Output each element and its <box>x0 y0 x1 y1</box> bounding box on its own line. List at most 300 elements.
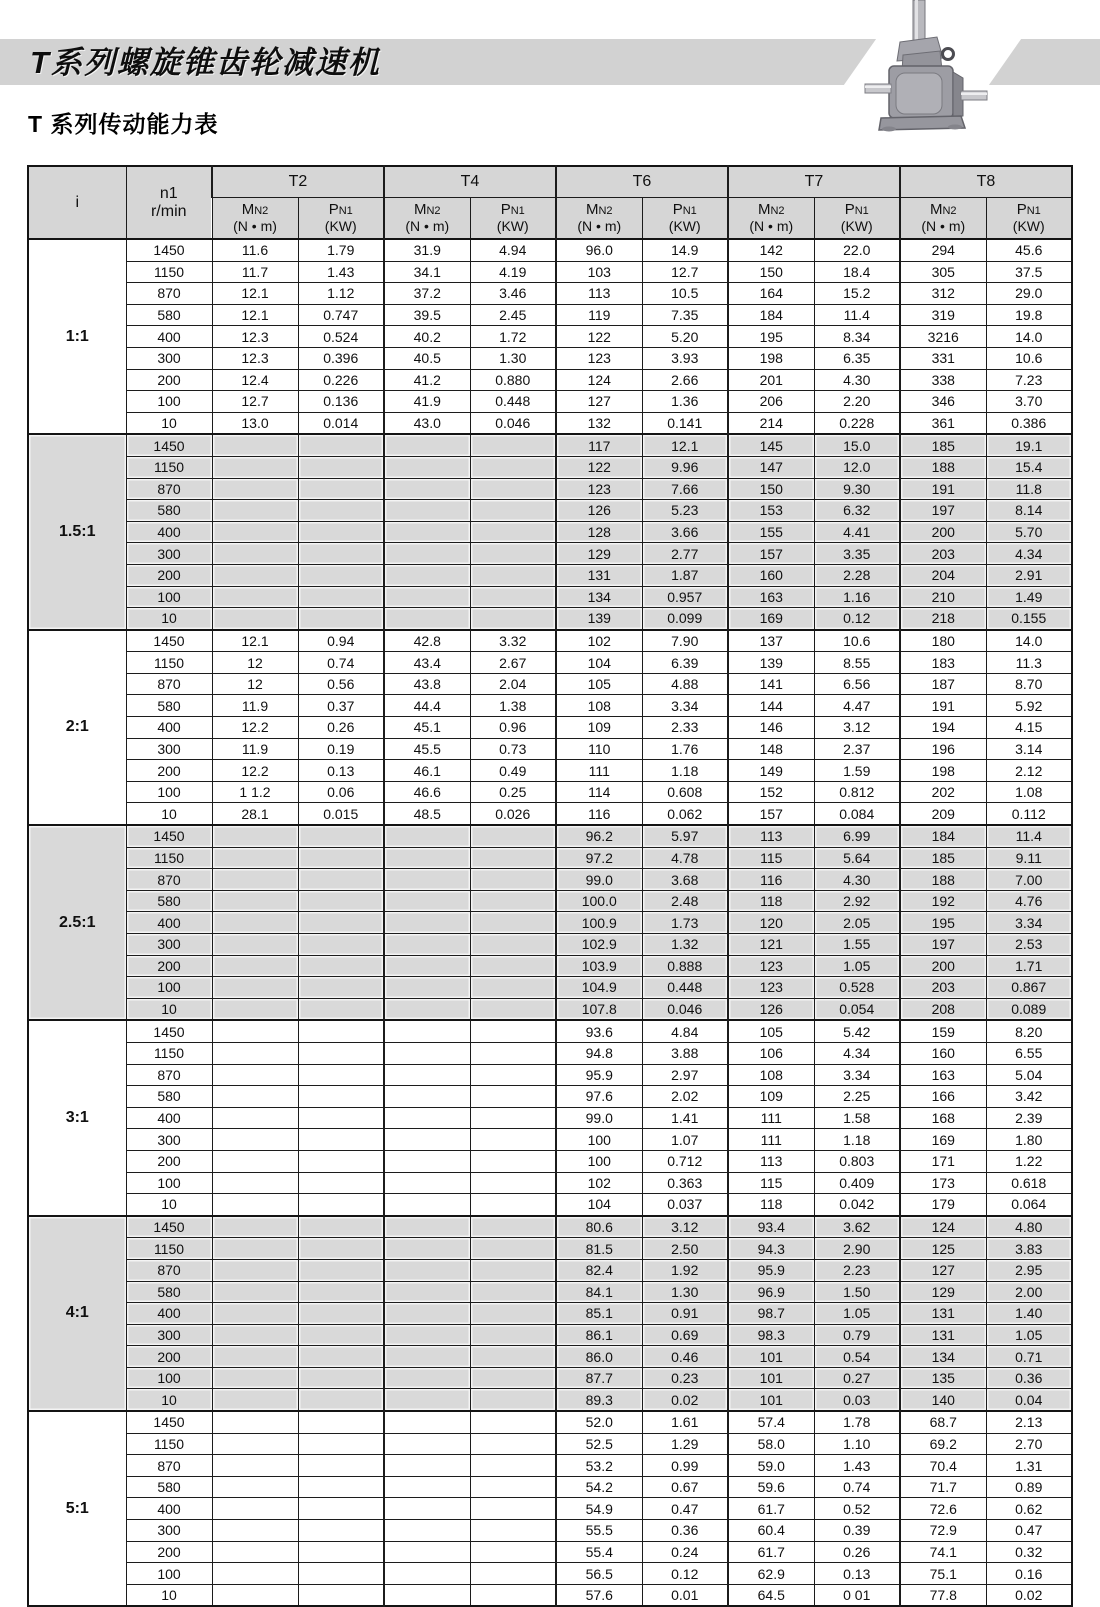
data-cell <box>298 1303 384 1325</box>
data-cell: 123 <box>728 977 814 999</box>
data-cell: 5.64 <box>814 847 900 869</box>
data-cell: 101 <box>728 1389 814 1411</box>
table-row <box>28 434 1072 456</box>
data-cell: 11.8 <box>986 478 1072 500</box>
data-cell: 2.23 <box>814 1259 900 1281</box>
data-cell <box>212 521 298 543</box>
data-cell: 3.66 <box>642 521 728 543</box>
data-cell <box>384 1541 470 1563</box>
data-cell: 116 <box>556 803 642 825</box>
table-row <box>28 586 1072 608</box>
data-cell: 188 <box>900 456 986 478</box>
col-header-i: i <box>28 166 126 239</box>
col-subheader-pn1: PN1 (KW) <box>642 198 728 240</box>
n1-cell: 870 <box>126 869 212 891</box>
data-cell: 54.2 <box>556 1476 642 1498</box>
data-cell <box>384 500 470 522</box>
data-cell: 100 <box>556 1129 642 1151</box>
data-cell: 29.0 <box>986 283 1072 305</box>
data-cell: 12.3 <box>212 347 298 369</box>
data-cell: 12.2 <box>212 760 298 782</box>
data-cell <box>384 890 470 912</box>
data-cell: 126 <box>556 500 642 522</box>
data-cell: 10.5 <box>642 283 728 305</box>
table-row <box>28 304 1072 326</box>
data-cell <box>470 1129 556 1151</box>
data-cell: 103.9 <box>556 955 642 977</box>
data-cell <box>298 1107 384 1129</box>
data-cell: 64.5 <box>728 1584 814 1606</box>
data-cell: 2.91 <box>986 564 1072 586</box>
table-row <box>28 1389 1072 1411</box>
data-cell: 6.39 <box>642 652 728 674</box>
data-cell <box>298 934 384 956</box>
data-cell <box>470 564 556 586</box>
data-cell: 5.04 <box>986 1064 1072 1086</box>
data-cell: 8.20 <box>986 1020 1072 1042</box>
n1-cell: 200 <box>126 1541 212 1563</box>
data-cell: 4.47 <box>814 695 900 717</box>
data-cell: 0.026 <box>470 803 556 825</box>
data-cell: 12 <box>212 673 298 695</box>
table-row <box>28 1194 1072 1216</box>
data-cell: 160 <box>900 1042 986 1064</box>
data-cell: 4.15 <box>986 717 1072 739</box>
data-cell <box>212 564 298 586</box>
data-cell: 131 <box>556 564 642 586</box>
table-row <box>28 1476 1072 1498</box>
data-cell <box>384 456 470 478</box>
n1-cell: 580 <box>126 1281 212 1303</box>
table-row <box>28 1455 1072 1477</box>
data-cell: 132 <box>556 412 642 434</box>
table-header-row-groups <box>28 166 1072 198</box>
table-row <box>28 1281 1072 1303</box>
table-row <box>28 1150 1072 1172</box>
data-cell: 74.1 <box>900 1541 986 1563</box>
ratio-cell: 2.5:1 <box>28 825 126 1020</box>
data-cell <box>212 543 298 565</box>
data-cell: 141 <box>728 673 814 695</box>
data-cell: 127 <box>900 1259 986 1281</box>
data-cell <box>470 1216 556 1238</box>
data-cell: 98.7 <box>728 1303 814 1325</box>
data-cell: 0.084 <box>814 803 900 825</box>
ratio-cell: 4:1 <box>28 1216 126 1411</box>
data-cell <box>384 1194 470 1216</box>
table-row <box>28 391 1072 413</box>
data-cell: 1.31 <box>986 1455 1072 1477</box>
data-cell <box>470 1303 556 1325</box>
data-cell: 54.9 <box>556 1498 642 1520</box>
data-cell <box>384 1433 470 1455</box>
data-cell: 3.12 <box>814 717 900 739</box>
data-cell <box>298 1259 384 1281</box>
data-cell <box>384 1455 470 1477</box>
table-row <box>28 1086 1072 1108</box>
n1-cell: 100 <box>126 1563 212 1585</box>
data-cell: 169 <box>900 1129 986 1151</box>
data-cell <box>298 955 384 977</box>
data-cell: 139 <box>556 608 642 630</box>
data-cell: 196 <box>900 738 986 760</box>
data-cell: 100.9 <box>556 912 642 934</box>
data-cell: 0.23 <box>642 1367 728 1389</box>
data-cell: 28.1 <box>212 803 298 825</box>
data-cell: 191 <box>900 695 986 717</box>
table-row <box>28 564 1072 586</box>
data-cell <box>212 1563 298 1585</box>
data-cell: 209 <box>900 803 986 825</box>
data-cell: 0.363 <box>642 1172 728 1194</box>
n1-cell: 200 <box>126 760 212 782</box>
page-title: T系列螺旋锥齿轮减速机 <box>30 45 381 80</box>
data-cell <box>212 955 298 977</box>
data-cell <box>470 1324 556 1346</box>
data-cell: 13.0 <box>212 412 298 434</box>
n1-cell: 1450 <box>126 1411 212 1433</box>
data-cell: 7.90 <box>642 630 728 652</box>
data-cell: 31.9 <box>384 239 470 261</box>
data-cell <box>384 955 470 977</box>
table-row <box>28 738 1072 760</box>
data-cell: 11.3 <box>986 652 1072 674</box>
data-cell: 191 <box>900 478 986 500</box>
data-cell: 93.4 <box>728 1216 814 1238</box>
data-cell: 3.70 <box>986 391 1072 413</box>
data-cell: 1.29 <box>642 1433 728 1455</box>
n1-cell: 10 <box>126 1389 212 1411</box>
data-cell <box>212 998 298 1020</box>
data-cell: 2.02 <box>642 1086 728 1108</box>
data-cell <box>212 934 298 956</box>
data-cell <box>298 608 384 630</box>
data-cell <box>298 1520 384 1542</box>
data-cell: 113 <box>728 1150 814 1172</box>
data-cell: 70.4 <box>900 1455 986 1477</box>
data-cell <box>384 1086 470 1108</box>
n1-cell: 300 <box>126 1520 212 1542</box>
data-cell <box>212 1584 298 1606</box>
data-cell: 101 <box>728 1367 814 1389</box>
n1-cell: 10 <box>126 608 212 630</box>
data-cell: 152 <box>728 781 814 803</box>
data-cell <box>212 1086 298 1108</box>
data-cell: 3.68 <box>642 869 728 891</box>
data-cell: 100 <box>556 1150 642 1172</box>
data-cell <box>470 1086 556 1108</box>
data-cell: 0.042 <box>814 1194 900 1216</box>
data-cell: 3.46 <box>470 283 556 305</box>
data-cell: 3.34 <box>642 695 728 717</box>
data-cell: 1.50 <box>814 1281 900 1303</box>
data-cell: 11.7 <box>212 261 298 283</box>
n1-cell: 200 <box>126 564 212 586</box>
data-cell: 2.50 <box>642 1238 728 1260</box>
data-cell: 0.396 <box>298 347 384 369</box>
n1-cell: 100 <box>126 977 212 999</box>
n1-cell: 1150 <box>126 1042 212 1064</box>
data-cell: 4.34 <box>814 1042 900 1064</box>
data-cell: 0.957 <box>642 586 728 608</box>
data-cell: 0.226 <box>298 369 384 391</box>
gearbox-product-image <box>845 0 995 134</box>
data-cell <box>212 1433 298 1455</box>
col-header-t8: T8 <box>900 166 1072 198</box>
data-cell: 1.18 <box>642 760 728 782</box>
data-cell: 118 <box>728 890 814 912</box>
data-cell <box>212 1476 298 1498</box>
data-cell: 118 <box>728 1194 814 1216</box>
data-cell: 147 <box>728 456 814 478</box>
data-cell <box>298 1172 384 1194</box>
data-cell: 0.03 <box>814 1389 900 1411</box>
data-cell: 11.4 <box>986 825 1072 847</box>
data-cell: 4.41 <box>814 521 900 543</box>
data-cell: 197 <box>900 934 986 956</box>
data-cell <box>470 1346 556 1368</box>
data-cell: 4.80 <box>986 1216 1072 1238</box>
data-cell <box>212 977 298 999</box>
data-cell <box>470 1150 556 1172</box>
n1-cell: 1450 <box>126 239 212 261</box>
n1-cell: 300 <box>126 934 212 956</box>
data-cell <box>384 1042 470 1064</box>
data-cell <box>470 1194 556 1216</box>
data-cell: 14.0 <box>986 326 1072 348</box>
data-cell: 81.5 <box>556 1238 642 1260</box>
data-cell <box>212 1172 298 1194</box>
data-cell <box>384 1324 470 1346</box>
data-cell: 4.94 <box>470 239 556 261</box>
data-cell: 129 <box>556 543 642 565</box>
table-row <box>28 847 1072 869</box>
data-cell <box>470 847 556 869</box>
data-cell <box>212 1259 298 1281</box>
data-cell <box>470 1541 556 1563</box>
data-cell: 150 <box>728 478 814 500</box>
data-cell <box>212 1281 298 1303</box>
data-cell: 41.2 <box>384 369 470 391</box>
data-cell: 1.58 <box>814 1107 900 1129</box>
data-cell: 2.77 <box>642 543 728 565</box>
data-cell <box>384 434 470 456</box>
table-row <box>28 412 1072 434</box>
data-cell: 3.14 <box>986 738 1072 760</box>
data-cell <box>212 1324 298 1346</box>
data-cell <box>298 1281 384 1303</box>
data-cell <box>212 1064 298 1086</box>
data-cell: 3.93 <box>642 347 728 369</box>
table-row <box>28 1064 1072 1086</box>
data-cell: 1.76 <box>642 738 728 760</box>
data-cell: 58.0 <box>728 1433 814 1455</box>
data-cell: 14.9 <box>642 239 728 261</box>
data-cell: 127 <box>556 391 642 413</box>
data-cell: 0.228 <box>814 412 900 434</box>
data-cell: 155 <box>728 521 814 543</box>
data-cell <box>212 1150 298 1172</box>
data-cell: 14.0 <box>986 630 1072 652</box>
data-cell: 104.9 <box>556 977 642 999</box>
data-cell: 3.12 <box>642 1216 728 1238</box>
data-cell: 4.19 <box>470 261 556 283</box>
data-cell: 12.1 <box>212 304 298 326</box>
data-cell <box>298 586 384 608</box>
section-title: T 系列传动能力表 <box>28 111 219 137</box>
data-cell: 1.49 <box>986 586 1072 608</box>
data-cell <box>470 1411 556 1433</box>
data-cell: 1.30 <box>642 1281 728 1303</box>
data-cell: 0.448 <box>470 391 556 413</box>
data-cell: 0.747 <box>298 304 384 326</box>
data-cell: 10.6 <box>986 347 1072 369</box>
data-cell: 45.5 <box>384 738 470 760</box>
data-cell: 3.35 <box>814 543 900 565</box>
n1-cell: 1150 <box>126 652 212 674</box>
data-cell <box>384 847 470 869</box>
data-cell <box>212 1455 298 1477</box>
data-cell <box>470 890 556 912</box>
data-cell: 1.38 <box>470 695 556 717</box>
n1-cell: 580 <box>126 1476 212 1498</box>
data-cell: 0 01 <box>814 1584 900 1606</box>
data-cell: 104 <box>556 652 642 674</box>
data-cell: 1.43 <box>298 261 384 283</box>
data-cell: 1.05 <box>986 1324 1072 1346</box>
data-cell <box>470 543 556 565</box>
data-cell <box>470 434 556 456</box>
data-cell: 43.0 <box>384 412 470 434</box>
data-cell <box>384 1476 470 1498</box>
data-cell: 124 <box>556 369 642 391</box>
data-cell: 0.112 <box>986 803 1072 825</box>
data-cell: 108 <box>556 695 642 717</box>
data-cell: 39.5 <box>384 304 470 326</box>
data-cell: 1.79 <box>298 239 384 261</box>
data-cell: 0.37 <box>298 695 384 717</box>
data-cell: 2.12 <box>986 760 1072 782</box>
data-cell: 1.43 <box>814 1455 900 1477</box>
data-cell: 0.448 <box>642 977 728 999</box>
data-cell <box>298 847 384 869</box>
table-row <box>28 955 1072 977</box>
ratio-cell: 5:1 <box>28 1411 126 1606</box>
table-row <box>28 781 1072 803</box>
col-subheader-mn2: MN2 (N • m) <box>556 198 642 240</box>
data-cell: 9.96 <box>642 456 728 478</box>
data-cell: 9.11 <box>986 847 1072 869</box>
data-cell: 84.1 <box>556 1281 642 1303</box>
data-cell: 1.10 <box>814 1433 900 1455</box>
data-cell: 0.99 <box>642 1455 728 1477</box>
n1-unit-label: r/min <box>150 202 187 220</box>
data-cell: 1.16 <box>814 586 900 608</box>
data-cell: 100.0 <box>556 890 642 912</box>
data-cell: 61.7 <box>728 1498 814 1520</box>
n1-cell: 10 <box>126 1584 212 1606</box>
data-cell: 40.2 <box>384 326 470 348</box>
data-cell: 122 <box>556 456 642 478</box>
data-cell: 8.14 <box>986 500 1072 522</box>
data-cell <box>384 1107 470 1129</box>
data-cell <box>298 977 384 999</box>
data-cell: 346 <box>900 391 986 413</box>
data-cell <box>384 1281 470 1303</box>
data-cell <box>298 1584 384 1606</box>
data-cell <box>298 1064 384 1086</box>
data-cell: 8.70 <box>986 673 1072 695</box>
data-cell: 0.046 <box>642 998 728 1020</box>
data-cell <box>384 1584 470 1606</box>
table-row <box>28 1584 1072 1606</box>
data-cell: 144 <box>728 695 814 717</box>
table-row <box>28 1172 1072 1194</box>
data-cell: 194 <box>900 717 986 739</box>
n1-cell: 1150 <box>126 847 212 869</box>
data-cell <box>298 478 384 500</box>
table-row <box>28 1238 1072 1260</box>
data-cell: 0.73 <box>470 738 556 760</box>
data-cell: 99.0 <box>556 869 642 891</box>
data-cell: 1.80 <box>986 1129 1072 1151</box>
data-cell: 0.71 <box>986 1346 1072 1368</box>
data-cell: 19.1 <box>986 434 1072 456</box>
data-cell: 195 <box>900 912 986 934</box>
data-cell: 134 <box>900 1346 986 1368</box>
table-row <box>28 1107 1072 1129</box>
data-cell: 1.41 <box>642 1107 728 1129</box>
data-cell <box>298 1433 384 1455</box>
data-cell: 102 <box>556 630 642 652</box>
data-cell: 57.4 <box>728 1411 814 1433</box>
data-cell: 149 <box>728 760 814 782</box>
data-cell: 46.1 <box>384 760 470 782</box>
table-row <box>28 1520 1072 1542</box>
table-row <box>28 695 1072 717</box>
n1-cell: 1450 <box>126 1020 212 1042</box>
data-cell: 0.062 <box>642 803 728 825</box>
data-cell: 3.34 <box>986 912 1072 934</box>
data-cell: 0.19 <box>298 738 384 760</box>
data-cell: 106 <box>728 1042 814 1064</box>
data-cell: 171 <box>900 1150 986 1172</box>
data-cell: 8.34 <box>814 326 900 348</box>
data-cell: 1.12 <box>298 283 384 305</box>
data-cell: 198 <box>900 760 986 782</box>
data-cell: 184 <box>900 825 986 847</box>
data-cell: 185 <box>900 847 986 869</box>
n1-cell: 100 <box>126 1367 212 1389</box>
data-cell: 0.39 <box>814 1520 900 1542</box>
data-cell: 5.23 <box>642 500 728 522</box>
table-row <box>28 500 1072 522</box>
data-cell <box>470 478 556 500</box>
data-cell <box>298 521 384 543</box>
data-cell <box>384 1411 470 1433</box>
data-cell: 0.36 <box>642 1520 728 1542</box>
table-row <box>28 977 1072 999</box>
n1-cell: 400 <box>126 1107 212 1129</box>
data-cell: 1 1.2 <box>212 781 298 803</box>
data-cell <box>298 890 384 912</box>
table-row <box>28 760 1072 782</box>
ratio-cell: 1:1 <box>28 239 126 434</box>
data-cell: 99.0 <box>556 1107 642 1129</box>
data-cell: 62.9 <box>728 1563 814 1585</box>
data-cell: 0.12 <box>642 1563 728 1585</box>
data-cell: 0.812 <box>814 781 900 803</box>
